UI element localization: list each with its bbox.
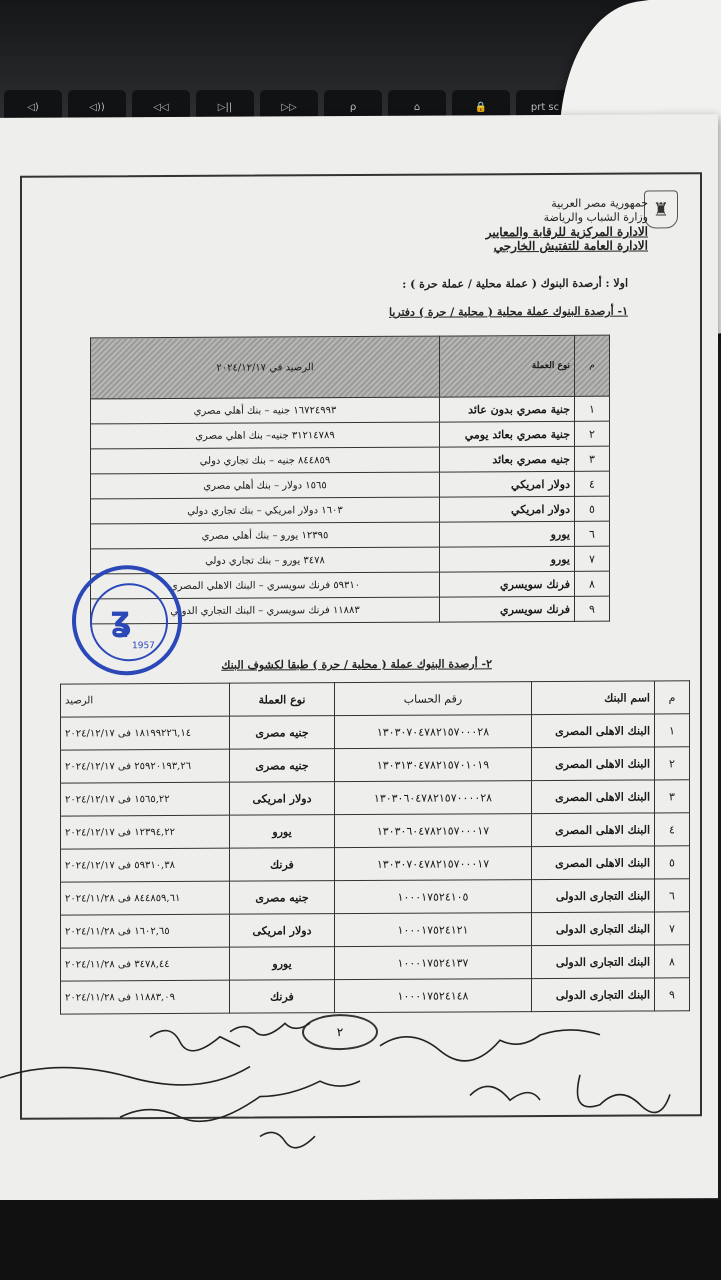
signature-4 (0, 1067, 250, 1086)
cell-account: ١٣٠٣١٣٠٤٧٨٢١٥٧٠١٠١٩ (335, 748, 532, 782)
cell-currency: يورو (440, 521, 575, 547)
signature-2 (230, 1023, 310, 1035)
keyboard-key: 🔒 (452, 90, 510, 124)
stamp-year: 1957 (132, 641, 155, 652)
cell-currency: فرنك سويسري (440, 596, 575, 622)
cell-index: ٩ (575, 596, 610, 621)
col-bank: اسم البنك (532, 681, 655, 715)
cell-account: ١٣٠٣٠٦٠٤٧٨٢١٥٧٠٠٠١٧ (335, 814, 532, 848)
bank-statement-table (60, 680, 690, 1014)
cell-balance: ١١٨٨٣,٠٩ فى ٢٠٢٤/١١/٢٨ (61, 980, 230, 1014)
header-line-1: جمهورية مصر العربية (551, 196, 648, 210)
table-row (61, 747, 690, 783)
cell-index: ٢ (575, 421, 610, 446)
cell-index: ٩ (655, 978, 690, 1011)
header-line-2: وزارة الشباب والرياضة (543, 210, 648, 225)
cell-index: ٧ (575, 546, 610, 571)
cell-bank: البنك التجارى الدولى (532, 912, 655, 946)
cell-currency: جنية مصري بعائد يومي (440, 421, 575, 447)
cell-index: ٦ (655, 879, 690, 912)
cell-balance: ٣٤٧٨ يورو – بنك تجاري دولي (91, 547, 440, 574)
cell-bank: البنك الاهلى المصرى (532, 780, 655, 814)
col-currency: نوع العملة (230, 683, 335, 717)
stamp-emblem-icon: ʓ (110, 599, 132, 640)
cell-currency: يورو (230, 947, 335, 981)
page-number: ٢ (302, 1014, 378, 1050)
cell-account: ١٠٠٠١٧٥٢٤١٣٧ (335, 946, 532, 980)
col-account: رقم الحساب (335, 682, 532, 716)
cell-account: ١٠٠٠١٧٥٢٤١٢١ (335, 913, 532, 947)
cell-currency: فرنك (230, 980, 335, 1014)
cell-balance: ١٦٠٣ دولار امريكي – بنك تجاري دولي (91, 497, 440, 524)
col-balance: الرصيد في ٢٠٢٤/١٢/١٧ (91, 336, 440, 399)
cell-account: ١٣٠٣٠٦٠٤٧٨٢١٥٧٠٠٠٠٢٨ (335, 781, 532, 815)
signature-6 (470, 1086, 540, 1100)
cell-currency: دولار امريكى (230, 914, 335, 948)
table-row (61, 780, 690, 816)
table-row (61, 879, 690, 915)
keyboard-key: ρ (324, 90, 382, 124)
cell-index: ٨ (655, 945, 690, 978)
cell-balance: ١٥٦٥,٢٢ فى ٢٠٢٤/١٢/١٧ (61, 782, 230, 816)
cell-account: ١٠٠٠١٧٥٢٤١٤٨ (335, 979, 532, 1013)
cell-balance: ١٨١٩٩٢٢٦,١٤ فى ٢٠٢٤/١٢/١٧ (61, 716, 230, 750)
cell-index: ١ (575, 396, 610, 421)
cell-index: ٧ (655, 912, 690, 945)
cell-currency: دولار امريكى (230, 782, 335, 816)
keyboard-key: ▷▷ (260, 90, 318, 124)
cell-bank: البنك التجارى الدولى (532, 978, 655, 1012)
table-row (61, 846, 690, 882)
section2-title: ٢- أرصدة البنوك عملة ( محلية / حرة ) طبقا لكشوف البنك (221, 657, 492, 672)
signature-8 (260, 1132, 315, 1148)
cell-index: ٢ (655, 747, 690, 780)
signature-5 (120, 1081, 360, 1122)
cell-index: ٤ (655, 813, 690, 846)
cell-currency: دولار امريكي (440, 496, 575, 522)
keyboard-key: ▷|| (196, 90, 254, 124)
table-row (61, 978, 690, 1014)
signature-1 (150, 1030, 240, 1051)
cell-balance: ٢٥٩٢٠١٩٣,٢٦ فى ٢٠٢٤/١٢/١٧ (61, 749, 230, 783)
keyboard-key: ◁)) (68, 90, 126, 124)
desk-background (0, 1200, 721, 1280)
cell-currency: جنيه مصرى (230, 749, 335, 783)
cell-currency: جنيه مصرى (230, 716, 335, 750)
cell-currency: جنيه مصري بعائد (440, 446, 575, 472)
header-line-4: الادارة العامة للتفتيش الخارجي (493, 238, 648, 254)
header-line-3: الادارة المركزية للرقابة والمعايير (485, 224, 648, 240)
cell-account: ١٣٠٣٠٧٠٤٧٨٢١٥٧٠٠٠٢٨ (335, 715, 532, 749)
cell-currency: جنيه مصرى (230, 881, 335, 915)
keyboard-key: ◁◁ (132, 90, 190, 124)
cell-index: ١ (655, 714, 690, 747)
cell-balance: ٨٤٤٨٥٩ جنيه – بنك تجاري دولي (91, 447, 440, 474)
section1-title: ١- أرصدة البنوك عملة محلية ( محلية / حرة ) دفتريا (388, 304, 628, 319)
cell-index: ٤ (575, 471, 610, 496)
cell-balance: ١٢٣٩٥ يورو – بنك أهلي مصري (91, 522, 440, 549)
signature-7 (578, 1074, 671, 1112)
letterhead (486, 196, 648, 253)
books-balance-table (90, 335, 610, 625)
col-currency: نوع العملة (440, 335, 575, 397)
cell-bank: البنك التجارى الدولى (532, 879, 655, 913)
table-header-row (61, 681, 690, 717)
cell-bank: البنك الاهلى المصرى (532, 846, 655, 880)
cell-currency: يورو (440, 546, 575, 572)
cell-currency: جنية مصري بدون عائد (440, 396, 575, 422)
table-header-row (91, 335, 610, 399)
cell-index: ٥ (655, 846, 690, 879)
organization-stamp (72, 565, 182, 676)
cell-balance: ١٦٠٢,٦٥ فى ٢٠٢٤/١١/٢٨ (61, 914, 230, 948)
cell-balance: ٨٤٤٨٥٩,٦١ فى ٢٠٢٤/١١/٢٨ (61, 881, 230, 915)
table-row (91, 471, 610, 499)
cell-balance: ١٢٣٩٤,٢٢ فى ٢٠٢٤/١٢/١٧ (61, 815, 230, 849)
keyboard-key: prt sc (516, 90, 574, 124)
cell-currency: فرنك (230, 848, 335, 882)
table-row (61, 912, 690, 948)
table-row (91, 521, 610, 549)
table-row (91, 496, 610, 524)
cell-index: ٦ (575, 521, 610, 546)
table-row (61, 813, 690, 849)
table-row (61, 945, 690, 981)
cell-balance: ٣١٢١٤٧٨٩ جنيه– بنك اهلي مصري (91, 422, 440, 449)
cell-balance: ٥٩٣١٠,٣٨ فى ٢٠٢٤/١٢/١٧ (61, 848, 230, 882)
cell-bank: البنك الاهلى المصرى (532, 714, 655, 748)
cell-account: ١٠٠٠١٧٥٢٤١٠٥ (335, 880, 532, 914)
cell-bank: البنك الاهلى المصرى (532, 813, 655, 847)
cell-balance: ٣٤٧٨,٤٤ فى ٢٠٢٤/١١/٢٨ (61, 947, 230, 981)
keyboard-key: ◁) (4, 90, 62, 124)
table-row (91, 546, 610, 574)
col-balance: الرصيد (61, 683, 230, 717)
table-row (61, 714, 690, 750)
table-row (91, 421, 610, 449)
cell-bank: البنك التجارى الدولى (532, 945, 655, 979)
cell-index: ٣ (655, 780, 690, 813)
keyboard-key: ⌂ (388, 90, 446, 124)
cell-index: ٨ (575, 571, 610, 596)
col-index: م (575, 335, 610, 396)
cell-currency: يورو (230, 815, 335, 849)
document-page (0, 114, 718, 1202)
cell-account: ١٣٠٣٠٧٠٤٧٨٢١٥٧٠٠٠١٧ (335, 847, 532, 881)
cell-balance: ١٦٧٢٤٩٩٣ جنيه – بنك أهلي مصري (91, 397, 440, 424)
signatures-area (0, 1014, 718, 1198)
signature-3 (380, 1030, 600, 1062)
cell-balance: ١٥٦٥ دولار – بنك أهلي مصري (91, 472, 440, 499)
cell-balance: ١١٨٨٣ فرنك سويسري – البنك التجاري الدولي (91, 597, 440, 624)
cell-bank: البنك الاهلى المصرى (532, 747, 655, 781)
cell-index: ٣ (575, 446, 610, 471)
cell-currency: فرنك سويسري (440, 571, 575, 597)
cell-balance: ٥٩٣١٠ فرنك سويسري – البنك الاهلي المصري (91, 572, 440, 599)
eagle-crest-icon: ♜ (644, 190, 678, 228)
cell-index: ٥ (575, 496, 610, 521)
table-row (91, 446, 610, 474)
table-row (91, 396, 610, 424)
section-main-title: اولا : أرصدة البنوك ( عملة محلية / عملة حرة ) : (402, 276, 628, 291)
cell-currency: دولار امريكي (440, 471, 575, 497)
col-index: م (655, 681, 690, 714)
